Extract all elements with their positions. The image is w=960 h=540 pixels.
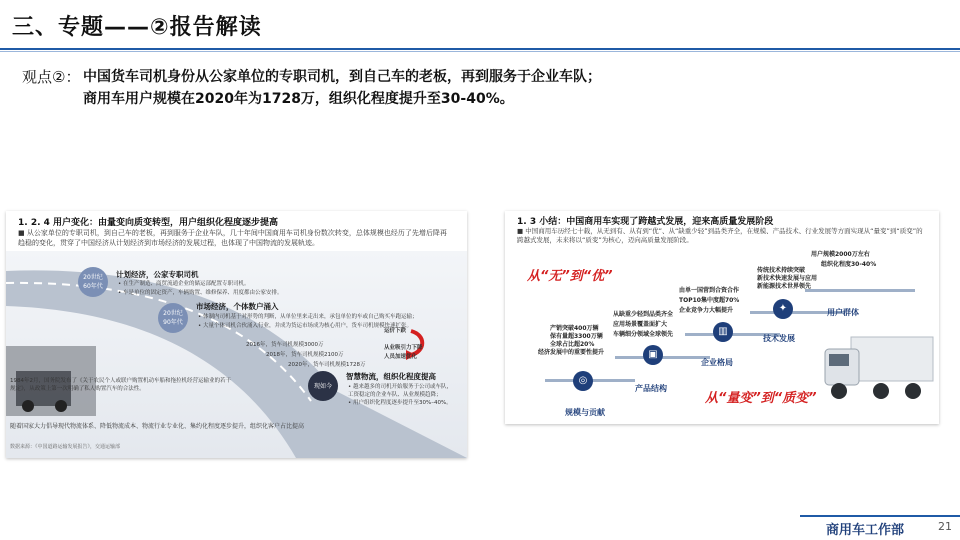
stair-step (805, 289, 915, 294)
step-note: TOP10集中度超70% (679, 297, 740, 304)
viewpoint-line-2: 商用车用户规模在2020年为1728万，组织化程度提升至30-40%。 (83, 91, 514, 107)
stat-2016: 2016年，货车司机规模3000万 (246, 342, 324, 348)
excerpt-footer-text: 随着国家大力倡导现代物流体系、降低物流成本、物流行业专业化、集约化程度逐步提升，组织化客户占比提高 (10, 423, 305, 430)
era-badge-1990s (158, 303, 188, 333)
report-excerpt-user-change (6, 211, 467, 458)
era-now-bullet: • 用户组织化程度逐步提升至30%–40%。 (348, 400, 452, 406)
step-label-technology: 技术发展 (763, 334, 795, 343)
stat-2018: 2018年，货车司机规模2100万 (266, 352, 344, 358)
footer-department: 商用车工作部 (826, 523, 905, 538)
step-note: 保有量超3300万辆 (550, 333, 603, 340)
slogan-none-to-best: 从“无”到“优” (527, 269, 613, 284)
viewpoint-label: 观点②： (22, 68, 81, 86)
cube-icon: ▣ (643, 345, 663, 365)
step-note: 经济发展中的重要性提升 (538, 349, 605, 356)
era-now-bullet: 工资稳定的企业车队、从业规模趋降； (348, 392, 442, 398)
step-note: 组织化程度30-40% (821, 261, 877, 268)
side-note-price-drop: 运价下跌 (384, 328, 407, 334)
excerpt-heading: 1. 2. 4 用户变化：由量变向质变转型，用户组织化程度逐步提高 (18, 218, 279, 228)
step-note: 用户规模2000万左右 (811, 251, 870, 258)
step-note: 由单一国营到合资合作 (679, 287, 740, 294)
era-badge-line: 90年代 (163, 319, 183, 326)
truck-illustration (823, 327, 935, 409)
era-now-bullet: • 越来越多的司机开始服务于公司或车队， (348, 384, 452, 390)
network-icon: ✦ (773, 299, 793, 319)
title-divider-thin (0, 51, 960, 52)
era-badge-1960s (78, 267, 108, 297)
step-note: 产销突破400万辆 (550, 325, 599, 332)
footer-divider (800, 515, 960, 517)
page-number: 21 (938, 520, 952, 533)
report-excerpt-summary (505, 211, 939, 424)
summary-heading: 1. 3 小结：中国商用车实现了跨越式发展，迎来高质量发展阶段 (517, 217, 774, 227)
summary-paragraph: ■ 中国商用车历经七十载，从无到有、从有到“优”、从“缺重少轻”到品类齐全，在规模、产品技术、行业发展等方面实现从“量变”到“质变”的跨越式发展，未来将以“质变”为核心，迈向高质量发展阶段。 (517, 227, 923, 244)
step-note: 新能源技术世界领先 (757, 283, 812, 290)
side-note-optimization: 人员加速优化 (384, 354, 418, 360)
era-badge-line: 20世纪 (163, 310, 183, 317)
step-note: 企业竞争力大幅提升 (679, 307, 734, 314)
era-badge-line: 现如今 (313, 382, 332, 390)
slogan-quantity-to-quality: 从“量变”到“质变” (705, 391, 817, 406)
era-now-title: 智慧物流，组织化程度提高 (346, 372, 436, 381)
era-1990s-bullet: • 体制内司机基于对形势的判断，从单位里来走出来，承包单位的车或自己购买车跑运输； (198, 314, 418, 320)
era-1990s-title: 市场经济，个体数户涌入 (196, 302, 279, 311)
side-note-attraction-drop: 从业吸引力下降 (384, 345, 423, 351)
step-note: 应用场景覆盖面扩大 (613, 321, 668, 328)
era-badge-line: 20世纪 (83, 274, 103, 281)
scale-icon: ◎ (573, 371, 593, 391)
step-label-enterprise: 企业格局 (701, 358, 733, 367)
building-icon: ▥ (713, 322, 733, 342)
step-note: 传统技术持续突破 (757, 267, 806, 274)
era-1960s-bullet: • 车是单位的固定资产，车辆购置、维修保养、用度都由公家安排。 (118, 290, 283, 296)
source-note: 数据来源：《中国道路运输发展报告》，交通运输部 (10, 444, 121, 450)
viewpoint-line-1: 中国货车司机身份从公家单位的专职司机，到自己车的老板，再到服务于企业车队； (83, 69, 601, 85)
excerpt-paragraph: ■ 从公家单位的专职司机，到自己车的老板，再到服务于企业车队，几十年间中国商用车司机身份数次转变，总体规模也经历了先增后降再趋稳的变化，贯穿了中国经济从计划经济到市场经济的发展过程，也体现了中国物流的发展轨迹。 (18, 229, 447, 247)
step-note: 新技术快速发展与应用 (757, 275, 818, 282)
photo-caption: 1984年2月，国务院发布了《关于农民个人或联户购置机动车船和拖拉机经营运输业的若干规定》，从政策上第一次明确了私人购置汽车的合法性。 (10, 378, 231, 392)
era-badge-line: 60年代 (83, 283, 103, 290)
step-note: 从缺重少轻到品类齐全 (613, 311, 674, 318)
era-1990s-bullet: • 大量个体司机合伙涌入行业，并成为货运市场成为核心用户，货车司机规模快速扩张。 (198, 323, 412, 329)
era-1960s-title: 计划经济，公家专职司机 (116, 270, 199, 279)
step-label-product: 产品结构 (635, 384, 667, 393)
step-label-scale: 规模与贡献 (565, 408, 605, 417)
stat-2020: 2020年，货车司机规模1728万 (288, 362, 366, 368)
step-label-users: 用户群体 (827, 308, 859, 317)
step-note: 车辆细分领域全球领先 (613, 331, 674, 338)
step-note: 全球占比超20% (550, 341, 595, 348)
title-divider (0, 48, 960, 50)
era-1960s-bullet: • 在生产制造、商贸流通企业的储运部配置专职司机。 (118, 281, 250, 287)
era-badge-now (308, 371, 338, 401)
page-title: 三、专题——②报告解读 (12, 15, 262, 40)
